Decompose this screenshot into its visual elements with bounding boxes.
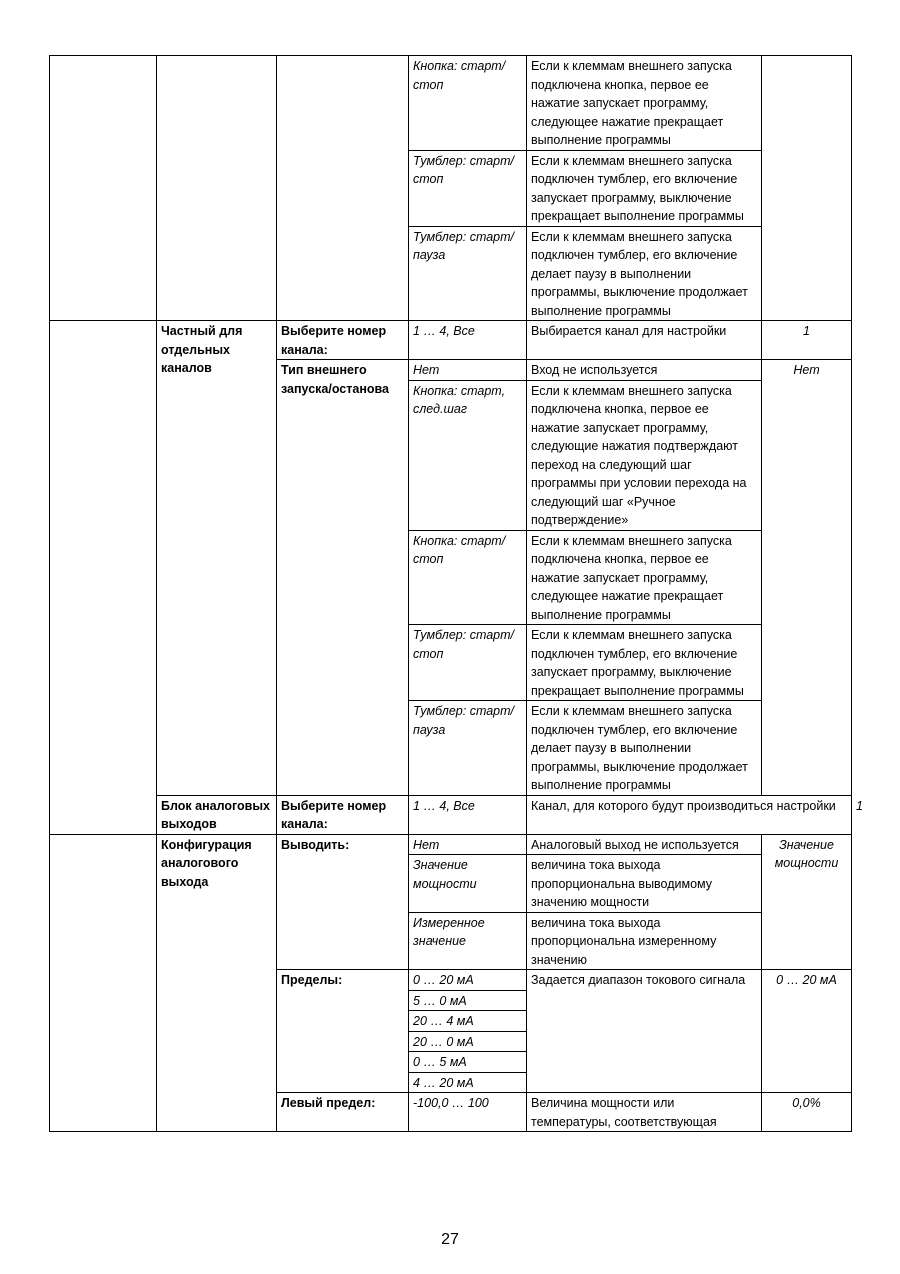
description-cell: Если к клеммам внешнего запуска подключен тумблер, его включение запускает программу, выключение прекращает выполнение программы: [527, 625, 762, 701]
option-cell: 0 … 5 мА: [409, 1052, 527, 1073]
description-cell: Задается диапазон токового сигнала: [527, 970, 762, 1093]
param-cell: [277, 56, 409, 321]
option-cell: Измеренное значение: [409, 912, 527, 970]
option-cell: 1 … 4, Все: [409, 321, 527, 360]
default-cell: Нет: [762, 360, 852, 796]
description-cell: Аналоговый выход не используется: [527, 834, 762, 855]
option-cell: 0 … 20 мА: [409, 970, 527, 991]
table-row: [50, 834, 852, 855]
table-row: Блок аналоговых выходов Выберите номер канала: 1 … 4, Все Канал, для которого будут производиться настройки 1: [50, 795, 852, 834]
description-cell: Если к клеммам внешнего запуска подключена кнопка, первое ее нажатие запускает программу, следующие нажатия подтверждают переход на следующий шаг программы при условии перехода на следующий шаг «Ручное подтверждение»: [527, 380, 762, 530]
param-cell: Пределы:: [277, 970, 409, 1093]
group-cell: Частный для отдельных каналов: [157, 321, 277, 796]
description-cell: Канал, для которого будут производиться настройки: [527, 795, 852, 834]
description-cell: Если к клеммам внешнего запуска подключен тумблер, его включение делает паузу в выполнении программы, выключение продолжает выполнение программы: [527, 226, 762, 321]
description-cell: Если к клеммам внешнего запуска подключена кнопка, первое ее нажатие запускает программу, следующее нажатие прекращает выполнение программы: [527, 56, 762, 151]
option-cell: Кнопка: старт/стоп: [409, 56, 527, 151]
group-cell: Выберите номер канала:: [277, 795, 409, 834]
option-cell: Тумблер: старт/пауза: [409, 226, 527, 321]
group-cell: [157, 56, 277, 321]
description-cell: Если к клеммам внешнего запуска подключен тумблер, его включение делает паузу в выполнении программы, выключение продолжает выполнение программы: [527, 701, 762, 796]
description-cell: Выбирается канал для настройки: [527, 321, 762, 360]
block-cell: [50, 321, 157, 835]
group-cell: Конфигурация аналогового выхода: [157, 834, 277, 1132]
param-cell: 1 … 4, Все: [409, 795, 527, 834]
default-cell: 0 … 20 мА: [762, 970, 852, 1093]
default-cell: [762, 56, 852, 321]
option-cell: Тумблер: старт/стоп: [409, 150, 527, 226]
option-cell: 4 … 20 мА: [409, 1072, 527, 1093]
option-cell: Тумблер: старт/стоп: [409, 625, 527, 701]
option-cell: 20 … 0 мА: [409, 1031, 527, 1052]
settings-table: [49, 55, 863, 1132]
option-cell: Кнопка: старт/стоп: [409, 530, 527, 625]
block-cell: [50, 56, 157, 321]
description-cell: величина тока выхода пропорциональна измеренному значению: [527, 912, 762, 970]
param-cell: Выводить:: [277, 834, 409, 970]
block-cell: [50, 834, 157, 1132]
option-cell: -100,0 … 100: [409, 1093, 527, 1132]
param-cell: Тип внешнего запуска/останова: [277, 360, 409, 796]
description-cell: Если к клеммам внешнего запуска подключена кнопка, первое ее нажатие запускает программу, следующее нажатие прекращает выполнение программы: [527, 530, 762, 625]
param-cell: Левый предел:: [277, 1093, 409, 1132]
description-cell: Величина мощности или температуры, соответствующая: [527, 1093, 762, 1132]
page-number: 27: [441, 1231, 459, 1248]
default-cell: Значение мощности: [762, 834, 852, 970]
option-cell: 5 … 0 мА: [409, 990, 527, 1011]
table-row: [50, 56, 852, 151]
option-cell: Нет: [409, 834, 527, 855]
option-cell: Тумблер: старт/пауза: [409, 701, 527, 796]
block-cell: Блок аналоговых выходов: [157, 795, 277, 834]
option-cell: Нет: [409, 360, 527, 381]
description-cell: Если к клеммам внешнего запуска подключен тумблер, его включение запускает программу, выключение прекращает выполнение программы: [527, 150, 762, 226]
default-cell: 1: [762, 321, 852, 360]
param-cell: Выберите номер канала:: [277, 321, 409, 360]
description-cell: Вход не используется: [527, 360, 762, 381]
description-cell: величина тока выхода пропорциональна выводимому значению мощности: [527, 855, 762, 913]
option-cell: 20 … 4 мА: [409, 1011, 527, 1032]
default-cell: 0,0%: [762, 1093, 852, 1132]
table-row: [50, 321, 852, 360]
option-cell: Значение мощности: [409, 855, 527, 913]
option-cell: Кнопка: старт, след.шаг: [409, 380, 527, 530]
